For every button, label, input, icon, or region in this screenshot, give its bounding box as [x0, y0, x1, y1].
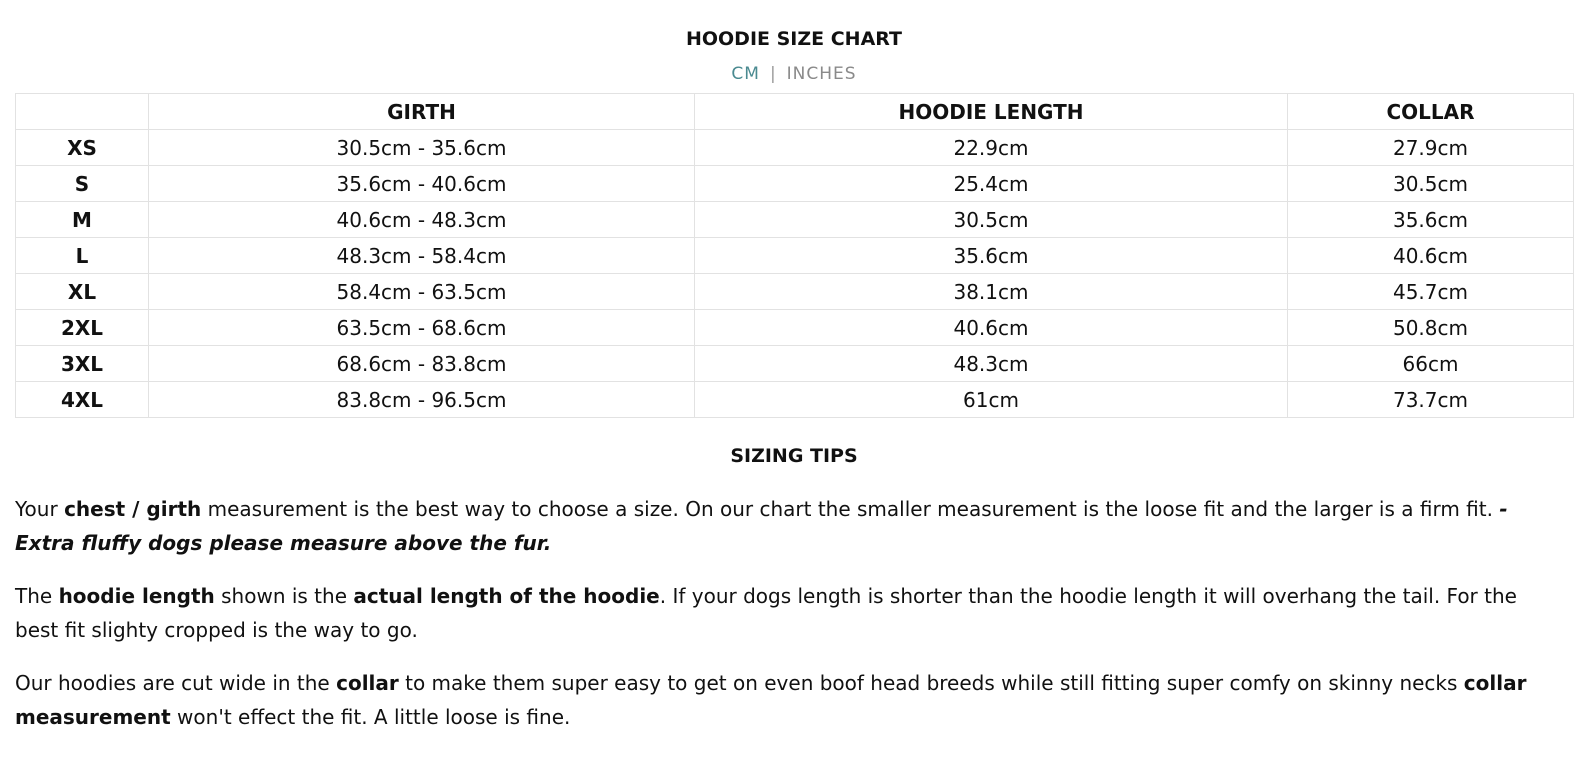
collar-cell: 73.7cm: [1288, 382, 1574, 418]
tip-emphasis: collar measurement: [15, 671, 1527, 729]
collar-cell: 27.9cm: [1288, 130, 1574, 166]
girth-cell: 40.6cm - 48.3cm: [149, 202, 695, 238]
table-row: [16, 346, 1574, 382]
unit-toggle: [15, 63, 1573, 85]
collar-cell: 45.7cm: [1288, 274, 1574, 310]
tip-text: measurement is the best way to choose a size. On our chart the smaller measurement is the loose fit and the larger is a firm fit.: [201, 497, 1500, 521]
length-cell: 30.5cm: [695, 202, 1288, 238]
table-row: [16, 310, 1574, 346]
tip-emphasis: collar: [336, 671, 399, 695]
header-girth: GIRTH: [149, 94, 695, 130]
unit-separator: |: [769, 64, 777, 84]
collar-cell: 35.6cm: [1288, 202, 1574, 238]
length-cell: 22.9cm: [695, 130, 1288, 166]
girth-cell: 68.6cm - 83.8cm: [149, 346, 695, 382]
tip-emphasis: actual length of the hoodie: [353, 584, 660, 608]
unit-cm-button[interactable]: CM: [731, 64, 760, 84]
length-cell: 35.6cm: [695, 238, 1288, 274]
tip-text: Our hoodies are cut wide in the: [15, 671, 337, 695]
tip-paragraph-girth: [15, 492, 1545, 560]
length-cell: 40.6cm: [695, 310, 1288, 346]
table-row: [16, 274, 1574, 310]
header-collar: COLLAR: [1288, 94, 1574, 130]
table-header-row: [16, 94, 1574, 130]
girth-cell: 35.6cm - 40.6cm: [149, 166, 695, 202]
tip-text: . If your dogs length is shorter than the hoodie length it will overhang the tail. For the best fit slighty cropped is the way to go.: [15, 584, 1517, 642]
size-label: L: [16, 238, 149, 274]
size-label: 4XL: [16, 382, 149, 418]
size-label: 2XL: [16, 310, 149, 346]
unit-inches-button[interactable]: INCHES: [786, 64, 857, 84]
table-row: [16, 202, 1574, 238]
tip-text: Your: [15, 497, 65, 521]
tip-text: won't effect the fit. A little loose is fine.: [170, 705, 571, 729]
size-table: [15, 93, 1574, 418]
collar-cell: 66cm: [1288, 346, 1574, 382]
length-cell: 38.1cm: [695, 274, 1288, 310]
tip-paragraph-collar: [15, 666, 1545, 734]
table-row: [16, 238, 1574, 274]
girth-cell: 63.5cm - 68.6cm: [149, 310, 695, 346]
chart-title: HOODIE SIZE CHART: [685, 28, 903, 50]
length-cell: 48.3cm: [695, 346, 1288, 382]
size-label: M: [16, 202, 149, 238]
size-label: XL: [16, 274, 149, 310]
collar-cell: 40.6cm: [1288, 238, 1574, 274]
collar-cell: 50.8cm: [1288, 310, 1574, 346]
table-row: [16, 166, 1574, 202]
header-size: [16, 94, 149, 130]
sizing-tips-title: SIZING TIPS: [730, 445, 858, 467]
header-hoodie-length: HOODIE LENGTH: [695, 94, 1288, 130]
tip-text: shown is the: [214, 584, 354, 608]
girth-cell: 83.8cm - 96.5cm: [149, 382, 695, 418]
size-label: S: [16, 166, 149, 202]
collar-cell: 30.5cm: [1288, 166, 1574, 202]
girth-cell: 48.3cm - 58.4cm: [149, 238, 695, 274]
size-label: XS: [16, 130, 149, 166]
length-cell: 25.4cm: [695, 166, 1288, 202]
tip-emphasis: chest / girth: [64, 497, 202, 521]
table-row: [16, 130, 1574, 166]
size-label: 3XL: [16, 346, 149, 382]
girth-cell: 58.4cm - 63.5cm: [149, 274, 695, 310]
tip-paragraph-length: [15, 579, 1545, 647]
girth-cell: 30.5cm - 35.6cm: [149, 130, 695, 166]
table-row: [16, 382, 1574, 418]
tip-text: to make them super easy to get on even boof head breeds while still fitting super comfy on skinny necks: [398, 671, 1464, 695]
tip-emphasis: hoodie length: [58, 584, 215, 608]
length-cell: 61cm: [695, 382, 1288, 418]
tip-note-fluffy-dogs: - Extra fluffy dogs please measure above the fur.: [15, 497, 1508, 555]
tip-text: The: [15, 584, 59, 608]
